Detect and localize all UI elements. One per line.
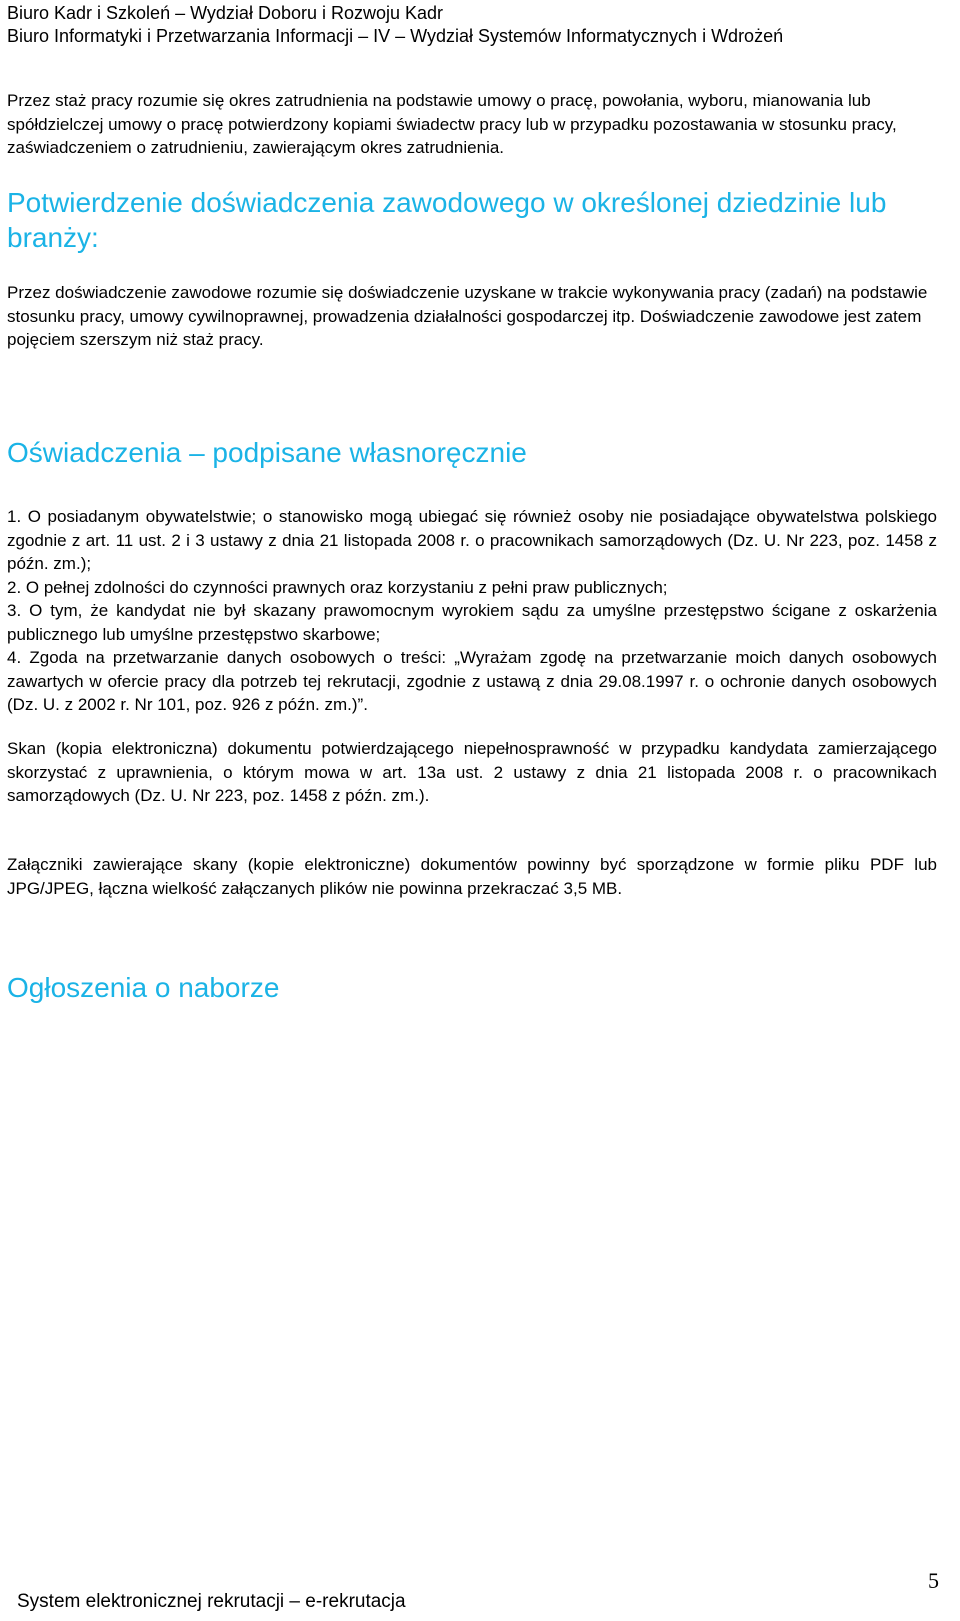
experience-paragraph: Przez doświadczenie zawodowe rozumie się doświadczenie uzyskane w trakcie wykonywania pracy (zadań) na podstawie stosunku pracy, umowy cywilnoprawnej, prowadzenia działalności gospodarczej itp. Doświadczenie zawodowe jest zatem pojęciem szerszym niż staż pracy. <box>7 283 928 349</box>
header-it-bureau-line: Biuro Informatyki i Przetwarzania Informacji – IV – Wydział Systemów Informatycznych i Wdrożeń <box>7 26 784 46</box>
statement-item-citizenship: 1. O posiadanym obywatelstwie; o stanowisko mogą ubiegać się również osoby nie posiadające obywatelstwa polskiego zgodnie z art. 11 ust. 2 i 3 ustawy z dnia 21 listopada 2008 r. o pracownikach samorządowych (Dz. U. Nr 223, poz. 1458 z późn. zm.); <box>7 507 937 573</box>
disability-paragraph: Skan (kopia elektroniczna) dokumentu potwierdzającego niepełnosprawność w przypadku kandydata zamierzającego skorzystać z uprawnienia, o którym mowa w art. 13a ust. 2 ustawy z dnia 21 listopada 2008 r. o pracownikach samorządowych (Dz. U. Nr 223, poz. 1458 z późn. zm.). <box>7 739 937 805</box>
footer-system-name: System elektronicznej rekrutacji – e-rekrutacja <box>17 1591 406 1612</box>
header-department-line: Biuro Kadr i Szkoleń – Wydział Doboru i Rozwoju Kadr <box>7 3 444 23</box>
announcements-heading: Ogłoszenia o naborze <box>7 972 280 1003</box>
statements-list <box>7 505 937 717</box>
statements-heading: Oświadczenia – podpisane własnoręcznie <box>7 437 527 468</box>
experience-heading: Potwierdzenie doświadczenia zawodowego w określonej dziedzinie lub branży: <box>7 187 887 253</box>
statement-item-legal-capacity: 2. O pełnej zdolności do czynności prawnych oraz korzystaniu z pełni praw publicznych; <box>7 577 668 597</box>
page-number: 5 <box>928 1568 939 1593</box>
attachments-paragraph: Załączniki zawierające skany (kopie elektroniczne) dokumentów powinny być sporządzone w formie pliku PDF lub JPG/JPEG, łączna wielkość załączanych plików nie powinna przekraczać 3,5 MB. <box>7 855 937 898</box>
statement-item-data-consent: 4. Zgoda na przetwarzanie danych osobowych o treści: „Wyrażam zgodę na przetwarzanie moich danych osobowych zawartych w ofercie pracy dla potrzeb tej rekrutacji, zgodnie z ustawą z dnia 29.08.1997 r. o ochronie danych osobowych (Dz. U. z 2002 r. Nr 101, poz. 926 z późn. zm.)”. <box>7 648 937 714</box>
seniority-paragraph: Przez staż pracy rozumie się okres zatrudnienia na podstawie umowy o pracę, powołania, wyboru, mianowania lub spółdzielczej umowy o pracę potwierdzony kopiami świadectw pracy lub w przypadku pozostawania w stosunku pracy, zaświadczeniem o zatrudnieniu, zawierającym okres zatrudnienia. <box>7 91 897 157</box>
statement-item-no-conviction: 3. O tym, że kandydat nie był skazany prawomocnym wyrokiem sądu za umyślne przestępstwo ścigane z oskarżenia publicznego lub umyślne przestępstwo skarbowe; <box>7 601 937 644</box>
